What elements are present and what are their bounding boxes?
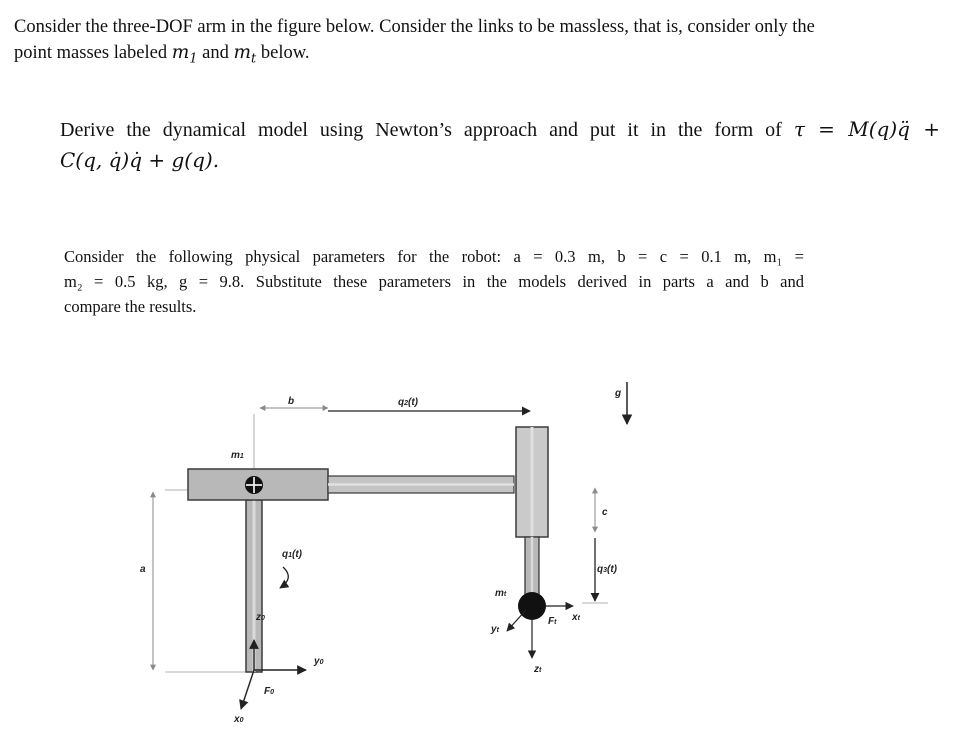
intro-and: and [197, 43, 234, 63]
label-b: b [288, 396, 295, 407]
label-x0: x0 [234, 714, 244, 725]
label-q1: q1(t) [282, 549, 303, 560]
label-q3: q3(t) [597, 564, 618, 575]
label-xt: xt [572, 612, 580, 623]
params-line3: compare the results. [64, 297, 197, 316]
label-q2: q2(t) [398, 397, 419, 408]
label-F0: F0 [264, 686, 275, 697]
task-line2: C(q, q̇)q̇ + g(q). [60, 148, 220, 172]
label-mt: mt [495, 588, 507, 599]
params-line1: Consider the following physical parameters for the robot: a = 0.3 m, b = c = 0.1 m, m₁ = [64, 247, 804, 266]
robot-arm-diagram [130, 380, 670, 740]
intro-line2-post: below. [256, 43, 310, 63]
label-c: c [602, 507, 608, 518]
params-line2: m₂ = 0.5 kg, g = 9.8. Substitute these parameters in the models derived in parts a and b and [64, 272, 804, 291]
problem-params [64, 244, 804, 319]
q1-rotation-arrow [280, 567, 288, 588]
label-g: g [615, 388, 622, 399]
problem-intro [14, 14, 934, 73]
intro-line2-pre: point masses labeled [14, 43, 172, 63]
mt-symbol: $m_t$ [233, 42, 257, 67]
label-y0: y0 [314, 656, 324, 667]
m1-symbol: $m_1$ [171, 42, 198, 67]
end-axis-yt [507, 610, 526, 631]
label-zt: zt [534, 664, 542, 675]
mass-mt [518, 592, 546, 620]
base-axis-x0 [241, 670, 254, 709]
label-Ft: Ft [548, 616, 557, 627]
problem-task [60, 114, 940, 176]
label-z0: z0 [256, 612, 265, 623]
task-equation-start: τ = M(q)q̈ + [793, 117, 941, 141]
robot-arm-figure [130, 380, 670, 740]
label-yt: yt [491, 624, 499, 635]
label-m1: m1 [231, 450, 244, 461]
task-line1: Derive the dynamical model using Newton’s approach and put it in the form of [60, 119, 782, 141]
task-line1-wrap [60, 114, 940, 145]
intro-line1: Consider the three-DOF arm in the figure below. Consider the links to be massless, that is, consider only the [14, 17, 815, 37]
label-a: a [140, 564, 146, 575]
